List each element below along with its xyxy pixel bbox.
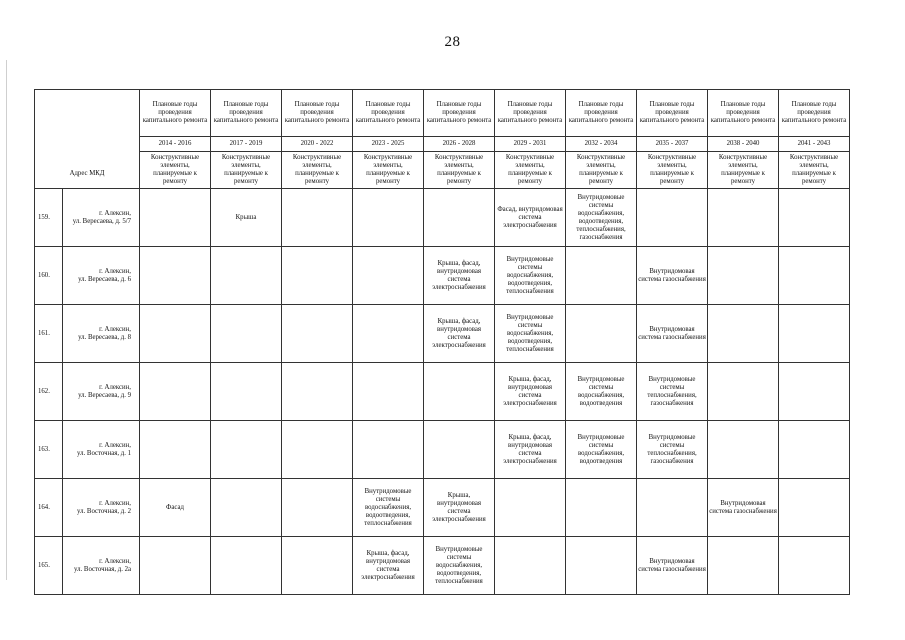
address-city: г. Алексин, (99, 557, 132, 565)
planned-years-header: Плановые годы проведения капитального ремонта (566, 90, 637, 137)
repair-elements-cell (779, 247, 850, 305)
repair-elements-cell: Фасад, внутридомовая система электроснабжения (495, 189, 566, 247)
elements-header-row (35, 152, 850, 189)
repair-elements-cell (566, 537, 637, 595)
repair-elements-cell: Крыша, фасад, внутридомовая система электроснабжения (424, 247, 495, 305)
repair-elements-cell (779, 421, 850, 479)
period-header: 2032 - 2034 (566, 137, 637, 152)
repair-elements-cell (140, 363, 211, 421)
repair-elements-cell (566, 247, 637, 305)
period-header: 2023 - 2025 (353, 137, 424, 152)
period-header: 2035 - 2037 (637, 137, 708, 152)
period-header: 2026 - 2028 (424, 137, 495, 152)
repair-elements-cell: Внутридомовые системы теплоснабжения, газоснабжения (637, 421, 708, 479)
repair-elements-cell (140, 189, 211, 247)
repair-elements-cell: Внутридомовые системы водоснабжения, водоотведения, теплоснабжения (495, 305, 566, 363)
period-header: 2017 - 2019 (211, 137, 282, 152)
elements-header: Конструктивные элементы, планируемые к ремонту (637, 152, 708, 189)
repair-elements-cell (211, 363, 282, 421)
elements-header: Конструктивные элементы, планируемые к ремонту (140, 152, 211, 189)
repair-elements-cell (211, 537, 282, 595)
address-city: г. Алексин, (99, 499, 132, 507)
planned-years-header: Плановые годы проведения капитального ремонта (140, 90, 211, 137)
repair-elements-cell (211, 479, 282, 537)
elements-header: Конструктивные элементы, планируемые к ремонту (495, 152, 566, 189)
capital-repair-plan-table (34, 89, 850, 595)
repair-elements-cell (637, 189, 708, 247)
repair-elements-cell (708, 537, 779, 595)
address-city: г. Алексин, (99, 441, 132, 449)
planned-years-header: Плановые годы проведения капитального ремонта (353, 90, 424, 137)
repair-elements-cell (282, 189, 353, 247)
row-number: 160. (35, 247, 63, 305)
row-number: 161. (35, 305, 63, 363)
planned-years-header: Плановые годы проведения капитального ремонта (495, 90, 566, 137)
repair-elements-cell (424, 363, 495, 421)
address-cell (63, 479, 140, 537)
repair-elements-cell: Крыша, фасад, внутридомовая система электроснабжения (424, 305, 495, 363)
binding-margin-line (6, 60, 7, 580)
repair-elements-cell (566, 305, 637, 363)
repair-elements-cell (282, 421, 353, 479)
repair-elements-cell: Внутридомовые системы водоснабжения, водоотведения (566, 421, 637, 479)
repair-elements-cell (353, 363, 424, 421)
repair-elements-cell (708, 247, 779, 305)
address-header: Адрес МКД (35, 90, 140, 189)
repair-elements-cell (424, 189, 495, 247)
repair-elements-cell: Фасад (140, 479, 211, 537)
elements-header: Конструктивные элементы, планируемые к ремонту (211, 152, 282, 189)
elements-header: Конструктивные элементы, планируемые к ремонту (282, 152, 353, 189)
row-number: 162. (35, 363, 63, 421)
repair-elements-cell (353, 421, 424, 479)
repair-elements-cell (779, 479, 850, 537)
address-cell (63, 247, 140, 305)
elements-header: Конструктивные элементы, планируемые к ремонту (779, 152, 850, 189)
repair-elements-cell: Внутридомовая система газоснабжения (637, 537, 708, 595)
table-row (35, 363, 850, 421)
repair-elements-cell (353, 305, 424, 363)
repair-elements-cell (708, 421, 779, 479)
row-number: 165. (35, 537, 63, 595)
address-street: ул. Восточная, д. 1 (77, 449, 132, 457)
repair-elements-cell (708, 189, 779, 247)
repair-elements-cell (566, 479, 637, 537)
table-row (35, 189, 850, 247)
table-row (35, 247, 850, 305)
repair-elements-cell: Крыша, фасад, внутридомовая система электроснабжения (495, 421, 566, 479)
repair-elements-cell: Внутридомовые системы водоснабжения, водоотведения, теплоснабжения (495, 247, 566, 305)
repair-elements-cell (282, 479, 353, 537)
repair-elements-cell (282, 305, 353, 363)
repair-elements-cell (779, 537, 850, 595)
address-cell (63, 537, 140, 595)
planned-years-header: Плановые годы проведения капитального ремонта (211, 90, 282, 137)
elements-header: Конструктивные элементы, планируемые к ремонту (424, 152, 495, 189)
elements-header: Конструктивные элементы, планируемые к ремонту (566, 152, 637, 189)
table-row (35, 305, 850, 363)
period-header: 2041 - 2043 (779, 137, 850, 152)
table-row (35, 479, 850, 537)
planned-years-header: Плановые годы проведения капитального ремонта (637, 90, 708, 137)
elements-header: Конструктивные элементы, планируемые к ремонту (708, 152, 779, 189)
repair-elements-cell (353, 189, 424, 247)
address-street: ул. Вересаева, д. 6 (78, 275, 132, 283)
repair-elements-cell (779, 189, 850, 247)
repair-elements-cell: Крыша, фасад, внутридомовая система электроснабжения (495, 363, 566, 421)
period-header: 2014 - 2016 (140, 137, 211, 152)
repair-elements-cell: Внутридомовые системы теплоснабжения, газоснабжения (637, 363, 708, 421)
address-street: ул. Вересаева, д. 5/7 (72, 217, 132, 225)
repair-elements-cell (140, 421, 211, 479)
period-header: 2029 - 2031 (495, 137, 566, 152)
row-number: 159. (35, 189, 63, 247)
repair-elements-cell (708, 305, 779, 363)
repair-elements-cell (282, 247, 353, 305)
period-header: 2020 - 2022 (282, 137, 353, 152)
repair-elements-cell: Крыша (211, 189, 282, 247)
address-street: ул. Вересаева, д. 9 (78, 391, 132, 399)
table-row (35, 421, 850, 479)
repair-elements-cell (140, 247, 211, 305)
repair-elements-cell (282, 363, 353, 421)
repair-elements-cell (353, 247, 424, 305)
planned-years-header-row (35, 90, 850, 137)
table-row (35, 537, 850, 595)
repair-elements-cell: Внутридомовые системы водоснабжения, водоотведения, теплоснабжения (424, 537, 495, 595)
address-cell (63, 363, 140, 421)
planned-years-header: Плановые годы проведения капитального ремонта (282, 90, 353, 137)
repair-elements-cell (211, 421, 282, 479)
planned-years-header: Плановые годы проведения капитального ремонта (424, 90, 495, 137)
row-number: 163. (35, 421, 63, 479)
repair-elements-cell (424, 421, 495, 479)
address-city: г. Алексин, (99, 325, 132, 333)
repair-elements-cell (779, 363, 850, 421)
address-street: ул. Восточная, д. 2 (77, 507, 132, 515)
repair-elements-cell: Внутридомовые системы водоснабжения, водоотведения, теплоснабжения (353, 479, 424, 537)
repair-elements-cell (779, 305, 850, 363)
page-number: 28 (444, 34, 461, 50)
address-street: ул. Восточная, д. 2а (74, 565, 132, 573)
repair-elements-cell (495, 479, 566, 537)
address-city: г. Алексин, (99, 383, 132, 391)
repair-elements-cell (637, 479, 708, 537)
repair-elements-cell: Внутридомовая система газоснабжения (637, 305, 708, 363)
repair-elements-cell: Внутридомовая система газоснабжения (708, 479, 779, 537)
address-city: г. Алексин, (99, 209, 132, 217)
period-header-row (35, 137, 850, 152)
repair-elements-cell: Внутридомовые системы водоснабжения, водоотведения (566, 363, 637, 421)
planned-years-header: Плановые годы проведения капитального ремонта (779, 90, 850, 137)
repair-elements-cell (495, 537, 566, 595)
address-street: ул. Вересаева, д. 8 (78, 333, 132, 341)
repair-elements-cell (282, 537, 353, 595)
elements-header: Конструктивные элементы, планируемые к ремонту (353, 152, 424, 189)
address-cell (63, 421, 140, 479)
period-header: 2038 - 2040 (708, 137, 779, 152)
address-city: г. Алексин, (99, 267, 132, 275)
address-cell (63, 189, 140, 247)
address-cell (63, 305, 140, 363)
repair-elements-cell: Крыша, фасад, внутридомовая система электроснабжения (353, 537, 424, 595)
repair-elements-cell: Внутридомовые системы водоснабжения, водоотведения, теплоснабжения, газоснабжения (566, 189, 637, 247)
repair-elements-cell (140, 537, 211, 595)
repair-elements-cell (140, 305, 211, 363)
repair-elements-cell (708, 363, 779, 421)
planned-years-header: Плановые годы проведения капитального ремонта (708, 90, 779, 137)
repair-elements-cell (211, 247, 282, 305)
row-number: 164. (35, 479, 63, 537)
repair-elements-cell: Внутридомовая система газоснабжения (637, 247, 708, 305)
repair-elements-cell: Крыша, внутридомовая система электроснабжения (424, 479, 495, 537)
repair-elements-cell (211, 305, 282, 363)
